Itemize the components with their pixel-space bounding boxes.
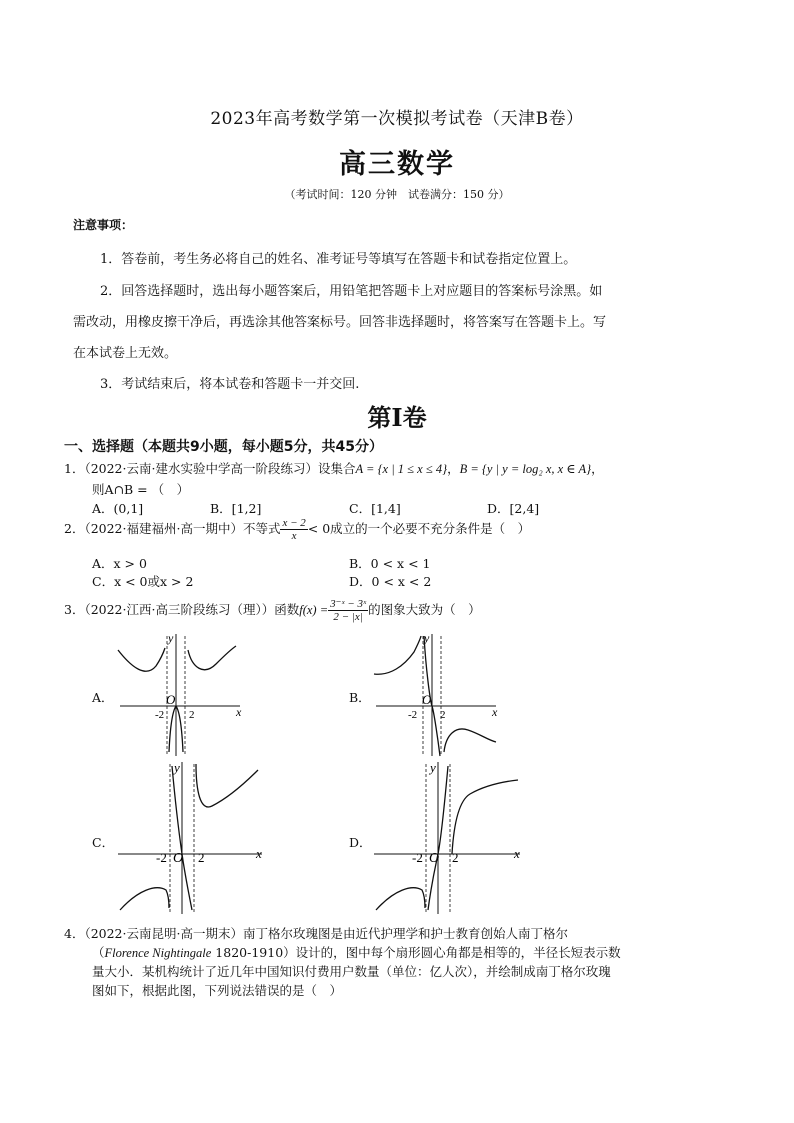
fraction-denominator: x <box>291 530 297 542</box>
q3-option-b-label: B． <box>349 690 371 705</box>
q4-person-name: Florence Nightingale <box>104 946 212 960</box>
section-title: 第Ⅰ卷 <box>367 403 427 432</box>
question-4-line-1: 4．（2022·云南昆明·高一期末）南丁格尔玫瑰图是由近代护理学和护士教育创始人南丁格尔 <box>64 926 568 941</box>
x-axis-label: x <box>236 705 242 719</box>
tick-neg-label: -2 <box>408 709 418 721</box>
x-axis-label: x <box>492 705 498 719</box>
q3-option-c-label: C． <box>92 835 115 850</box>
graph-option-b <box>368 630 508 758</box>
fraction-numerator: 3⁻ˣ − 3ˣ <box>330 598 367 610</box>
y-axis-label: y <box>430 760 436 775</box>
question-1-line-2: 则A∩B = （ ） <box>92 482 190 497</box>
q3-option-a-label: A． <box>92 690 114 705</box>
function-name: f(x) = <box>299 603 329 617</box>
question-3-prefix: 3．（2022·江西·高三阶段练习（理））函数 <box>64 602 300 617</box>
graph-option-a <box>112 630 252 758</box>
notice-item-3: 3．考试结束后，将本试卷和答题卡一并交回. <box>100 377 360 392</box>
origin-label: O <box>422 692 432 707</box>
question-2-line <box>64 517 530 542</box>
question-1-prefix: 1．（2022·云南·建水实验中学高一阶段练习）设集合 <box>64 461 356 476</box>
q1-option-d: D．[2,4] <box>487 501 540 516</box>
origin-label: O <box>173 851 184 866</box>
question-2-prefix: 2．（2022·福建福州·高一期中）不等式 <box>64 521 281 536</box>
q2-option-c: C．x < 0或x > 2 <box>92 574 194 589</box>
tick-neg-label: -2 <box>155 709 165 721</box>
question-4-line-2 <box>92 943 621 961</box>
question-2-suffix: < 0成立的一个必要不充分条件是（ ） <box>307 521 531 536</box>
question-3-line <box>64 598 481 623</box>
question-1-line-1 <box>64 459 604 477</box>
x-axis-label: x <box>514 846 520 861</box>
tick-pos-label: 2 <box>452 850 459 865</box>
exam-title: 2023年高考数学第一次模拟考试卷（天津B卷） <box>210 109 584 129</box>
tick-neg-label: -2 <box>412 850 423 865</box>
notice-item-2-line-3: 在本试卷上无效。 <box>73 346 178 361</box>
y-axis-label: y <box>174 760 180 775</box>
question-4-line-3: 量大小．某机构统计了近几年中国知识付费用户数量（单位：亿人次），并绘制成南丁格尔玫瑰 <box>92 964 611 979</box>
notice-heading: 注意事项： <box>73 218 134 232</box>
part-title: 一、选择题（本题共9小题，每小题5分，共45分） <box>64 439 383 455</box>
graph-option-c <box>112 760 272 916</box>
x-axis-label: x <box>256 846 262 861</box>
tick-pos-label: 2 <box>198 850 205 865</box>
q2-option-b: B．0 < x < 1 <box>349 556 431 571</box>
question-3-suffix: 的图象大致为（ ） <box>368 602 481 617</box>
separator: ， <box>447 461 460 476</box>
exam-info: （考试时间：120 分钟 试卷满分：150 分） <box>284 188 510 201</box>
tick-pos-label: 2 <box>440 709 446 721</box>
notice-item-1: 1．答卷前，考生务必将自己的姓名、准考证号等填写在答题卡和试卷指定位置上。 <box>100 252 577 267</box>
set-a: A = {x | 1 ≤ x ≤ 4} <box>355 462 448 476</box>
y-axis-label: y <box>168 631 174 645</box>
y-axis-label: y <box>424 631 430 645</box>
tick-neg-label: -2 <box>156 850 167 865</box>
subject-title: 高三数学 <box>339 149 455 180</box>
end-punct: ， <box>591 461 604 476</box>
graph-option-d <box>368 760 528 916</box>
q1-option-c: C．[1,4] <box>349 501 401 516</box>
set-b: B = {y | y = log₂ x, x ∈ A} <box>459 462 592 476</box>
q2-option-a: A．x > 0 <box>92 556 147 571</box>
tick-pos-label: 2 <box>189 709 195 721</box>
fraction-numerator: x − 2 <box>282 517 306 529</box>
q4-line2-rest: 1820-1910）设计的，图中每个扇形圆心角都是相等的，半径长短表示数 <box>211 945 621 960</box>
fraction-denominator: 2 − |x| <box>333 611 363 623</box>
notice-item-2-line-2: 需改动，用橡皮擦干净后，再选涂其他答案标号。回答非选择题时，将答案写在答题卡上。写 <box>73 315 607 330</box>
q2-option-d: D．0 < x < 2 <box>349 574 432 589</box>
origin-label: O <box>166 692 176 707</box>
question-4-line-4: 图如下，根据此图，下列说法错误的是（ ） <box>92 983 343 998</box>
q3-option-d-label: D． <box>349 835 372 850</box>
q4-paren-open: （ <box>92 945 105 960</box>
inequality-fraction <box>280 517 307 542</box>
origin-label: O <box>429 851 440 866</box>
notice-item-2-line-1: 2．回答选择题时，选出每小题答案后，用铅笔把答题卡上对应题目的答案标号涂黑。如 <box>100 284 603 299</box>
function-fraction <box>328 598 368 623</box>
q1-option-a: A．(0,1] <box>92 501 144 516</box>
q1-option-b: B．[1,2] <box>210 501 262 516</box>
